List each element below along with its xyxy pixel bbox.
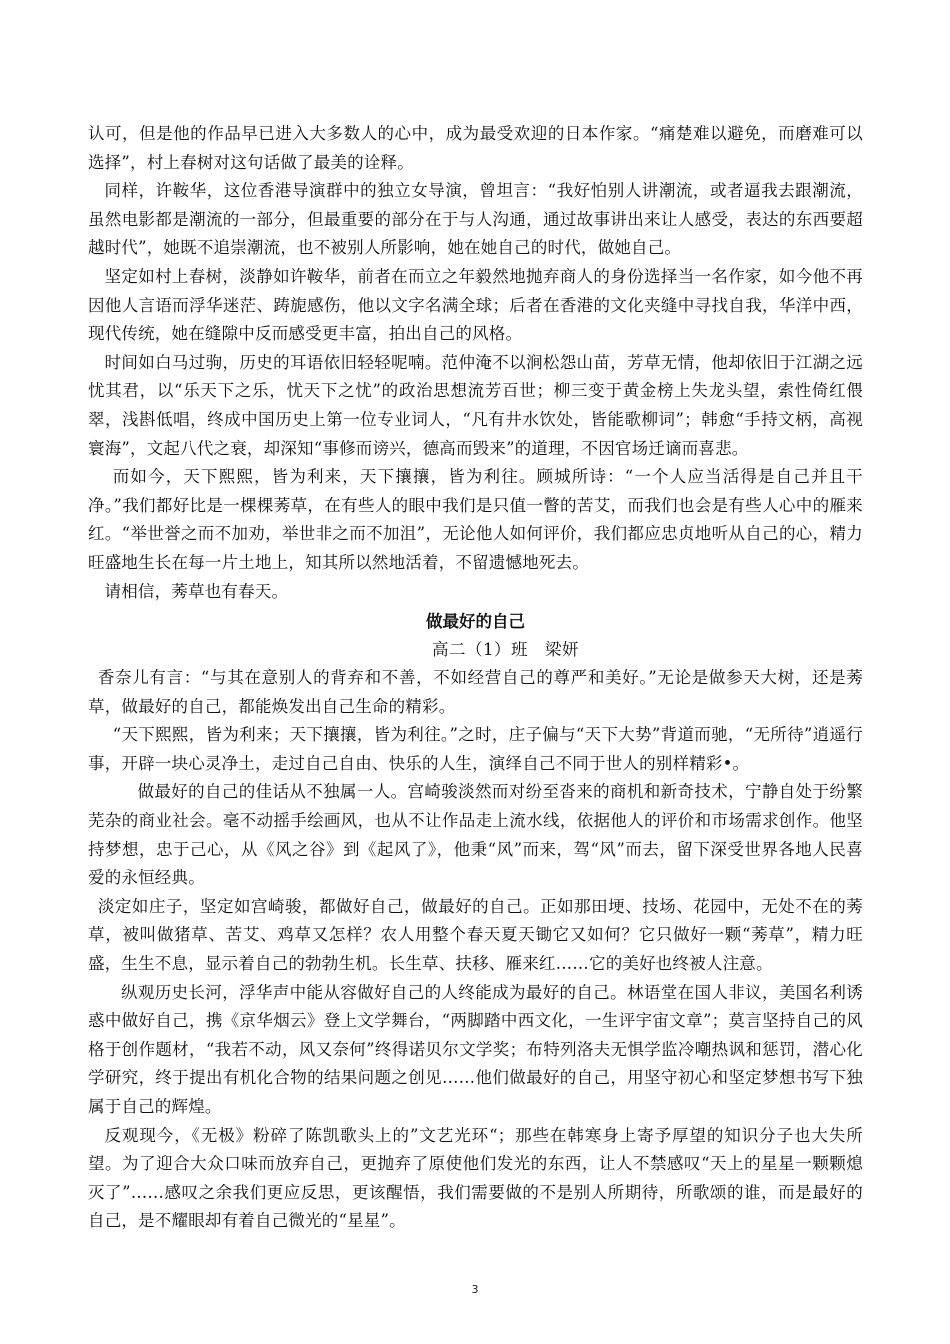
essay-byline: 高二（1）班 梁妍: [432, 640, 579, 660]
paragraph-continuation: 认可，但是他的作品早已进入大多数人的心中，成为最受欢迎的日本作家。“痛楚难以避免，而磨难可以选择”，村上春树对这句话做了最美的诠释。: [88, 124, 863, 172]
paragraph-history: 时间如白马过驹，历史的耳语依旧轻轻呢喃。范仲淹不以涧松怨山苗，芳草无情，他却依旧于江湖之远忧其君，以“乐天下之乐，忧天下之忧”的政治思想流芳百世；柳三变于黄金榜上失龙头望，索性倚红偎翠，浅斟低唱，终成中国历史上第一位专业词人，“凡有井水饮处，皆能歌柳词”；韩愈“手持文柄，高视寰海”，文起八代之衰，却深知“事修而谤兴，德高而毁来”的道理，不因官场迁谪而喜悲。: [88, 352, 863, 458]
paragraph-comparison: 坚定如村上春树，淡静如许鞍华，前者在而立之年毅然地抛弃商人的身份选择当一名作家，如今他不再因他人言语而浮华迷茫、踌旎感伤，他以文字名满全球；后者在香港的文化夹缝中寻找自我，华洋中西，现代传统，她在缝隙中反而感受更丰富，拍出自己的风格。: [88, 266, 863, 344]
paragraph-nowadays: 而如今，天下熙熙，皆为利来，天下攘攘，皆为利往。顾城所诗：“一个人应当活得是自己并且干净。”我们都好比是一棵棵莠草，在有些人的眼中我们是只值一瞥的苦艾，而我们也会是有些人心中的雁来红。“举世誉之而不加劝，举世非之而不加沮”，无论他人如何评价，我们都应忠贞地听从自己的心，精力旺盛地生长在每一片土地上，知其所以然地活着，不留遗憾地死去。: [88, 467, 863, 572]
page-number: 3: [471, 1283, 479, 1296]
paragraph-closing: 请相信，莠草也有春天。: [104, 581, 289, 601]
paragraph-chanel: 香奈儿有言：“与其在意别人的背弃和不善，不如经营自己的尊严和美好。”无论是做参天大树，还是莠草，做最好的自己，都能焕发出自己生命的精彩。: [88, 668, 863, 716]
paragraph-ann-hui: 同样，许鞍华，这位香港导演群中的独立女导演，曾坦言：“我好怕别人讲潮流，或者逼我去跟潮流，虽然电影都是潮流的一部分，但最重要的部分在于与人沟通，通过故事讲出来让人感受，表达的东西要超越时代”，她既不追崇潮流，也不被别人所影响，她在她自己的时代，做她自己。: [88, 181, 863, 258]
essay-title: 做最好的自己: [426, 612, 525, 632]
paragraph-history-river: 纵观历史长河，浮华声中能从容做好自己的人终能成为最好的自己。林语堂在国人非议，美国名利诱惑中做好自己，携《京华烟云》登上文学舞台，“两脚踏中西文化，一生评宇宙文章”；莫言坚持自己的风格于创作题材，“我若不动，风又奈何”终得诺贝尔文学奖；布特列洛夫无惧学监冷嘲热讽和惩罚，潜心化学研究，终于提出有机化合物的结果问题之创见……他们做最好的自己，用坚守初心和坚定梦想书写下独属于自己的辉煌。: [88, 982, 863, 1116]
paragraph-miyazaki: 做最好的自己的佳话从不独属一人。宫崎骏淡然而对纷至沓来的商机和新奇技术，宁静自处于纷繁芜杂的商业社会。毫不动摇手绘画风，也从不让作品走上流水线，依据他人的评价和市场需求创作。他坚持梦想，忠于己心，从《风之谷》到《起风了》，他秉“风”而来，驾“风”而去，留下深受世界各地人民喜爱的永恒经典。: [88, 782, 863, 888]
paragraph-reflection: 反观现今，《无极》粉碎了陈凯歌头上的”文艺光环“；那些在韩寒身上寄予厚望的知识分子也大失所望。为了迎合大众口味而放弃自己，更抛弃了原使他们发光的东西，让人不禁感叹“天上的星星一颗颗熄灭了”……感叹之余我们更应反思，更该醒悟，我们需要做的不是别人所期待，所歌颂的谁，而是最好的自己，是不耀眼却有着自己微光的“星星”。: [88, 1125, 863, 1231]
paragraph-weeds: 淡定如庄子，坚定如宫崎骏，都做好自己，做最好的自己。正如那田埂、技场、花园中，无处不在的莠草，被叫做猪草、苦艾、鸡草又怎样？农人用整个春天夏天锄它又如何？它只做好一颗“莠草”，精力旺盛，生生不息，显示着自己的勃勃生机。长生草、扶移、雁来红……它的美好也终被人注意。: [88, 896, 863, 974]
document-body: [88, 120, 863, 1236]
paragraph-zhuangzi: “天下熙熙，皆为利来；天下攘攘，皆为利往。”之时，庄子偏与“天下大势”背道而驰，“无所待”逍遥行事，开辟一块心灵净土，走过自己自由、快乐的人生，演绎自己不同于世人的别样精彩•。: [88, 725, 863, 773]
